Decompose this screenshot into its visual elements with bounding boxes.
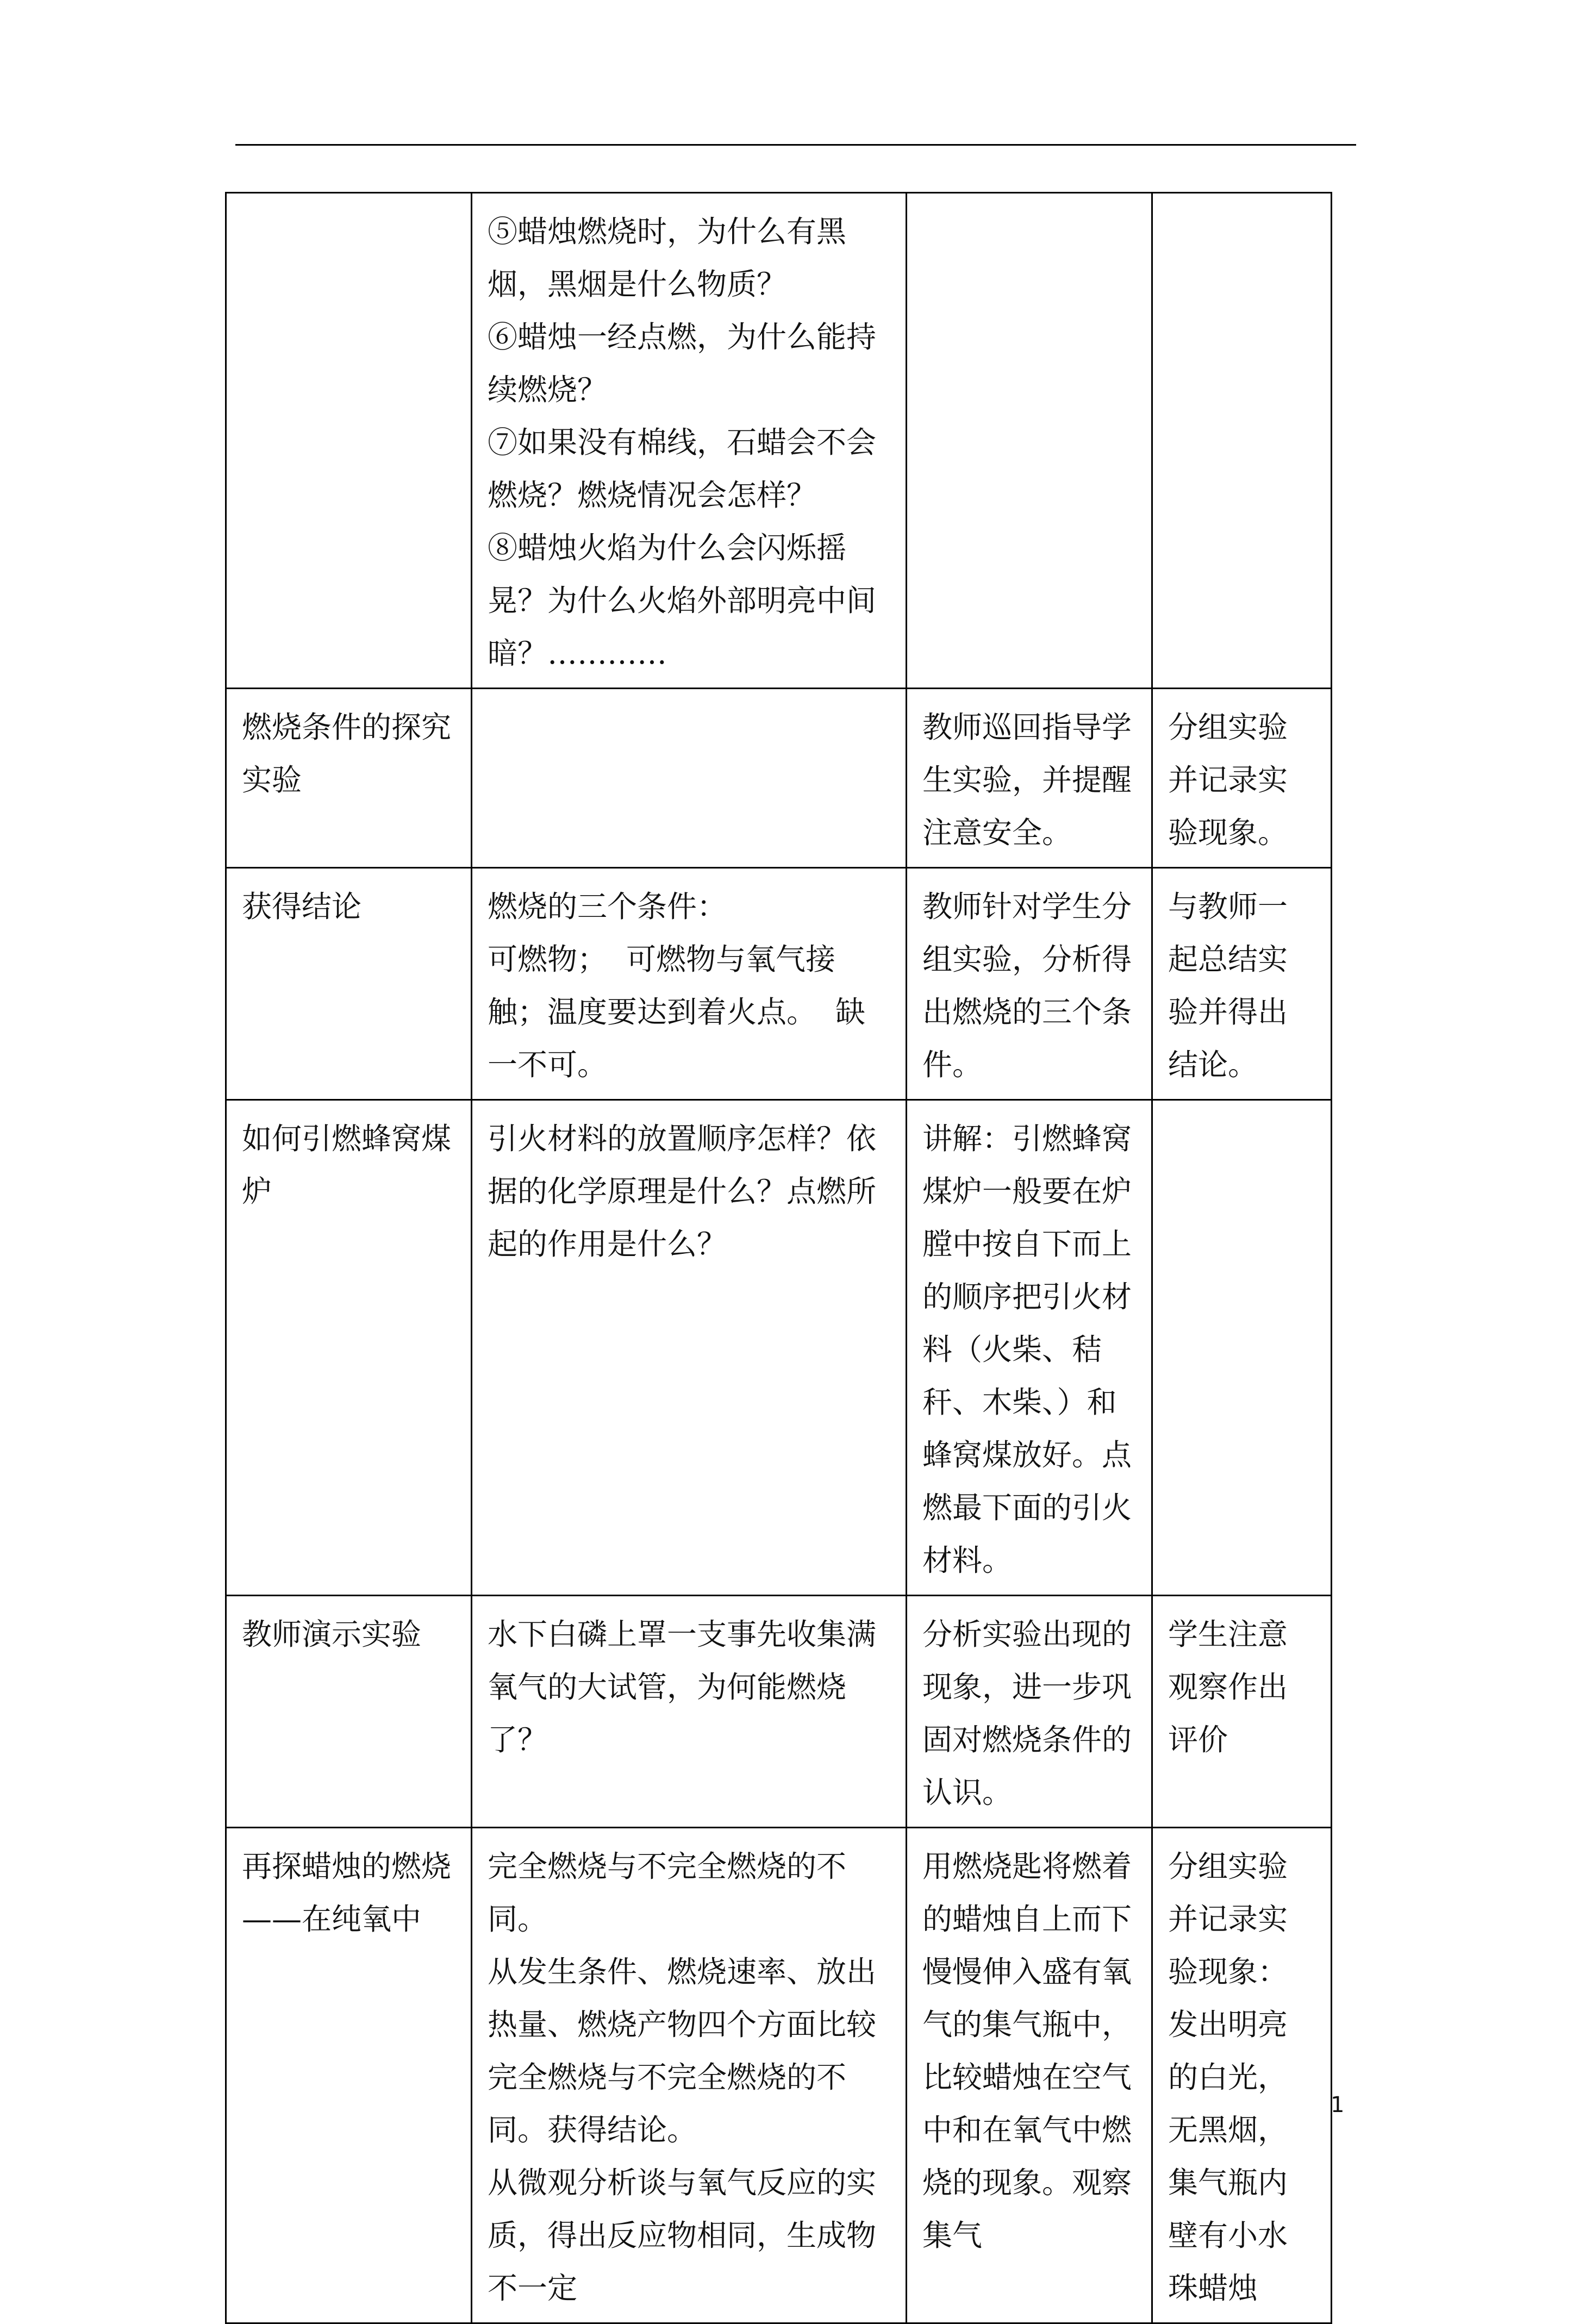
teacher-cell <box>907 193 1152 689</box>
student-cell <box>1152 193 1332 689</box>
student-cell: 与教师一起总结实验并得出结论。 <box>1152 868 1332 1100</box>
content-cell: 完全燃烧与不完全燃烧的不同。 从发生条件、燃烧速率、放出热量、燃烧产物四个方面比较完全燃烧与不完全燃烧的不同。获得结论。 从微观分析谈与氧气反应的实质，得出反应物相同，生成物不一定 <box>472 1828 907 2323</box>
teacher-cell: 教师针对学生分组实验，分析得出燃烧的三个条件。 <box>907 868 1152 1100</box>
step-cell: 如何引燃蜂窝煤炉 <box>226 1100 472 1596</box>
teacher-cell: 讲解：引燃蜂窝煤炉一般要在炉膛中按自下而上的顺序把引火材料（火柴、秸秆、木柴、）和蜂窝煤放好。点燃最下面的引火材料。 <box>907 1100 1152 1596</box>
table-row <box>226 1828 1332 2323</box>
student-cell: 分组实验并记录实验现象。 <box>1152 689 1332 868</box>
table-row <box>226 1596 1332 1828</box>
step-cell: 燃烧条件的探究实验 <box>226 689 472 868</box>
teacher-cell: 用燃烧匙将燃着的蜡烛自上而下慢慢伸入盛有氧气的集气瓶中，比较蜡烛在空气中和在氧气中燃烧的现象。观察集气 <box>907 1828 1152 2323</box>
table-row <box>226 193 1332 689</box>
step-cell <box>226 193 472 689</box>
step-cell: 教师演示实验 <box>226 1596 472 1828</box>
content-cell: 水下白磷上罩一支事先收集满氧气的大试管，为何能燃烧了？ <box>472 1596 907 1828</box>
student-cell <box>1152 1100 1332 1596</box>
teacher-cell: 分析实验出现的现象，进一步巩固对燃烧条件的认识。 <box>907 1596 1152 1828</box>
lesson-plan-table <box>225 192 1332 2324</box>
content-cell: 引火材料的放置顺序怎样？依据的化学原理是什么？点燃所起的作用是什么？ <box>472 1100 907 1596</box>
header-rule <box>235 144 1356 146</box>
page-number: 1 <box>1331 2092 1345 2117</box>
teacher-cell: 教师巡回指导学生实验，并提醒注意安全。 <box>907 689 1152 868</box>
content-cell: ⑤蜡烛燃烧时，为什么有黑烟，黑烟是什么物质？ ⑥蜡烛一经点燃，为什么能持续燃烧？ ⑦如果没有棉线，石蜡会不会燃烧？燃烧情况会怎样？ ⑧蜡烛火焰为什么会闪烁摇晃？为什么火焰外部明亮中间暗？………… <box>472 193 907 689</box>
content-cell <box>472 689 907 868</box>
student-cell: 学生注意观察作出评价 <box>1152 1596 1332 1828</box>
step-cell: 再探蜡烛的燃烧——在纯氧中 <box>226 1828 472 2323</box>
content-cell: 燃烧的三个条件： 可燃物； 可燃物与氧气接触；温度要达到着火点。 缺一不可。 <box>472 868 907 1100</box>
step-cell: 获得结论 <box>226 868 472 1100</box>
table-row <box>226 868 1332 1100</box>
student-cell: 分组实验并记录实验现象：发出明亮的白光，无黑烟，集气瓶内壁有小水珠蜡烛 <box>1152 1828 1332 2323</box>
table-row <box>226 1100 1332 1596</box>
table-row <box>226 689 1332 868</box>
